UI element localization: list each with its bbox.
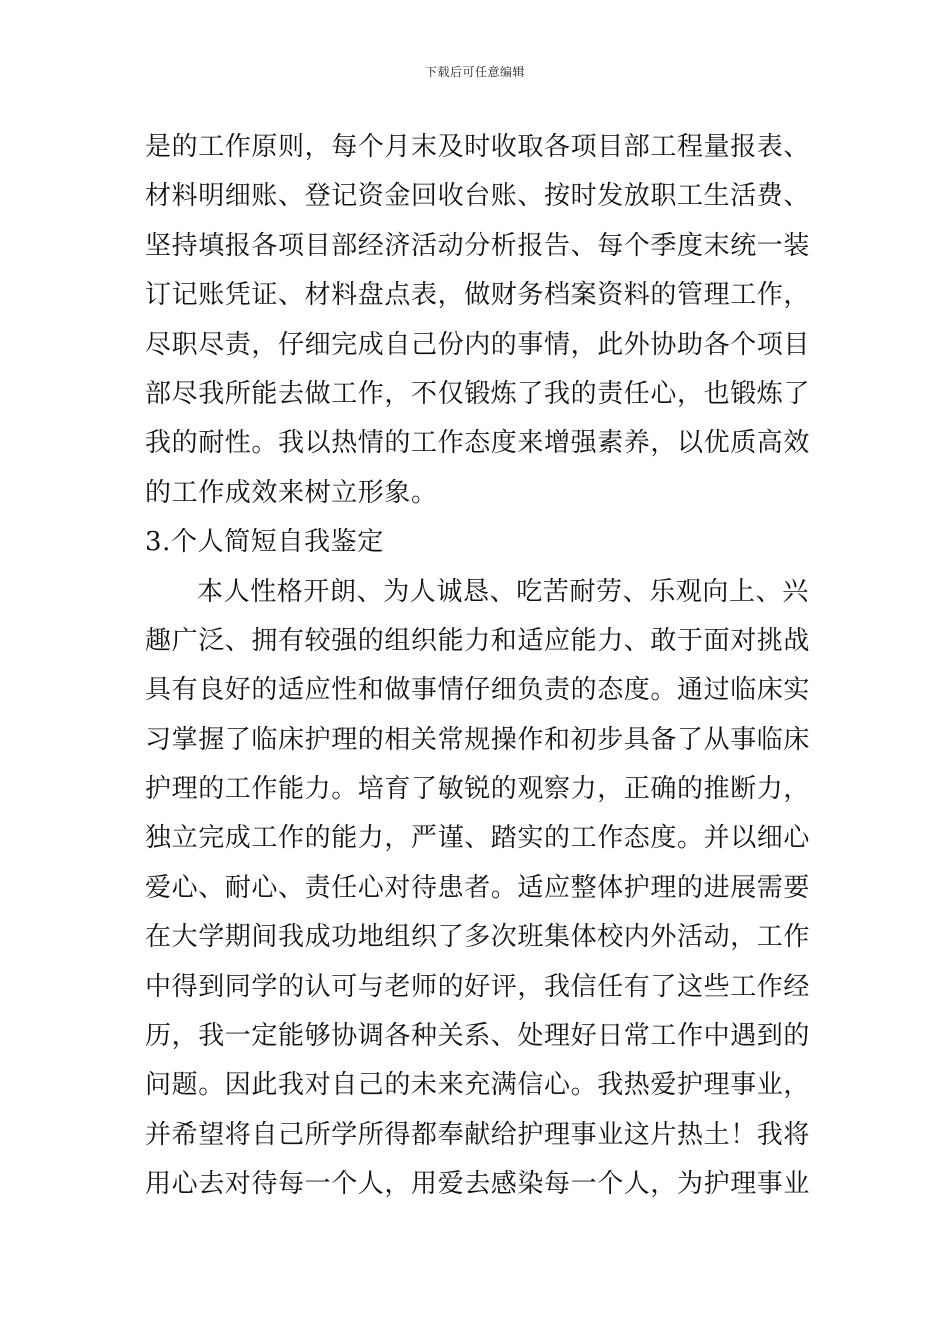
paragraph-line: 具有良好的适应性和做事情仔细负责的态度。通过临床实 xyxy=(145,675,811,706)
paragraph-line: 坚持填报各项目部经济活动分析报告、每个季度末统一装 xyxy=(145,230,811,261)
paragraph-line: 趣广泛、拥有较强的组织能力和适应能力、敢于面对挑战 xyxy=(145,625,811,656)
paragraph-line: 用心去对待每一个人，用爱去感染每一个人，为护理事业 xyxy=(145,1169,811,1200)
paragraph-line: 是的工作原则，每个月末及时收取各项目部工程量报表、 xyxy=(145,132,811,162)
paragraph-line: 在大学期间我成功地组织了多次班集体校内外活动，工作 xyxy=(145,922,811,953)
paragraph-line: 中得到同学的认可与老师的好评，我信任有了这些工作经 xyxy=(145,971,811,1002)
paragraph-line: 问题。因此我对自己的未来充满信心。我热爱护理事业， xyxy=(145,1070,811,1101)
paragraph-line: 历，我一定能够协调各种关系、处理好日常工作中遇到的 xyxy=(145,1021,811,1052)
paragraph-line: 订记账凭证、材料盘点表，做财务档案资料的管理工作， xyxy=(145,280,811,311)
paragraph-line: 并希望将自己所学所得都奉献给护理事业这片热土！我将 xyxy=(145,1119,811,1150)
paragraph-line: 爱心、耐心、责任心对待患者。适应整体护理的进展需要 xyxy=(145,872,811,903)
section-heading: 3.个人简短自我鉴定 xyxy=(145,527,384,558)
paragraph-line: 我的耐性。我以热情的工作态度来增强素养，以优质高效 xyxy=(145,428,811,459)
paragraph-line: 本人性格开朗、为人诚恳、吃苦耐劳、乐观向上、兴 xyxy=(197,576,809,607)
paragraph-line: 的工作成效来树立形象。 xyxy=(145,477,438,508)
body-text xyxy=(145,123,815,1210)
paragraph-line: 护理的工作能力。培育了敏锐的观察力，正确的推断力， xyxy=(145,774,811,805)
paragraph-line: 材料明细账、登记资金回收台账、按时发放职工生活费、 xyxy=(145,181,811,212)
paragraph-line: 习掌握了临床护理的相关常规操作和初步具备了从事临床 xyxy=(145,724,811,755)
paragraph-line: 尽职尽责，仔细完成自己份内的事情，此外协助各个项目 xyxy=(145,329,811,360)
page-header: 下载后可任意编辑 xyxy=(424,65,525,79)
paragraph-line: 部尽我所能去做工作，不仅锻炼了我的责任心，也锻炼了 xyxy=(145,378,811,409)
paragraph-line: 独立完成工作的能力，严谨、踏实的工作态度。并以细心 xyxy=(145,823,811,854)
